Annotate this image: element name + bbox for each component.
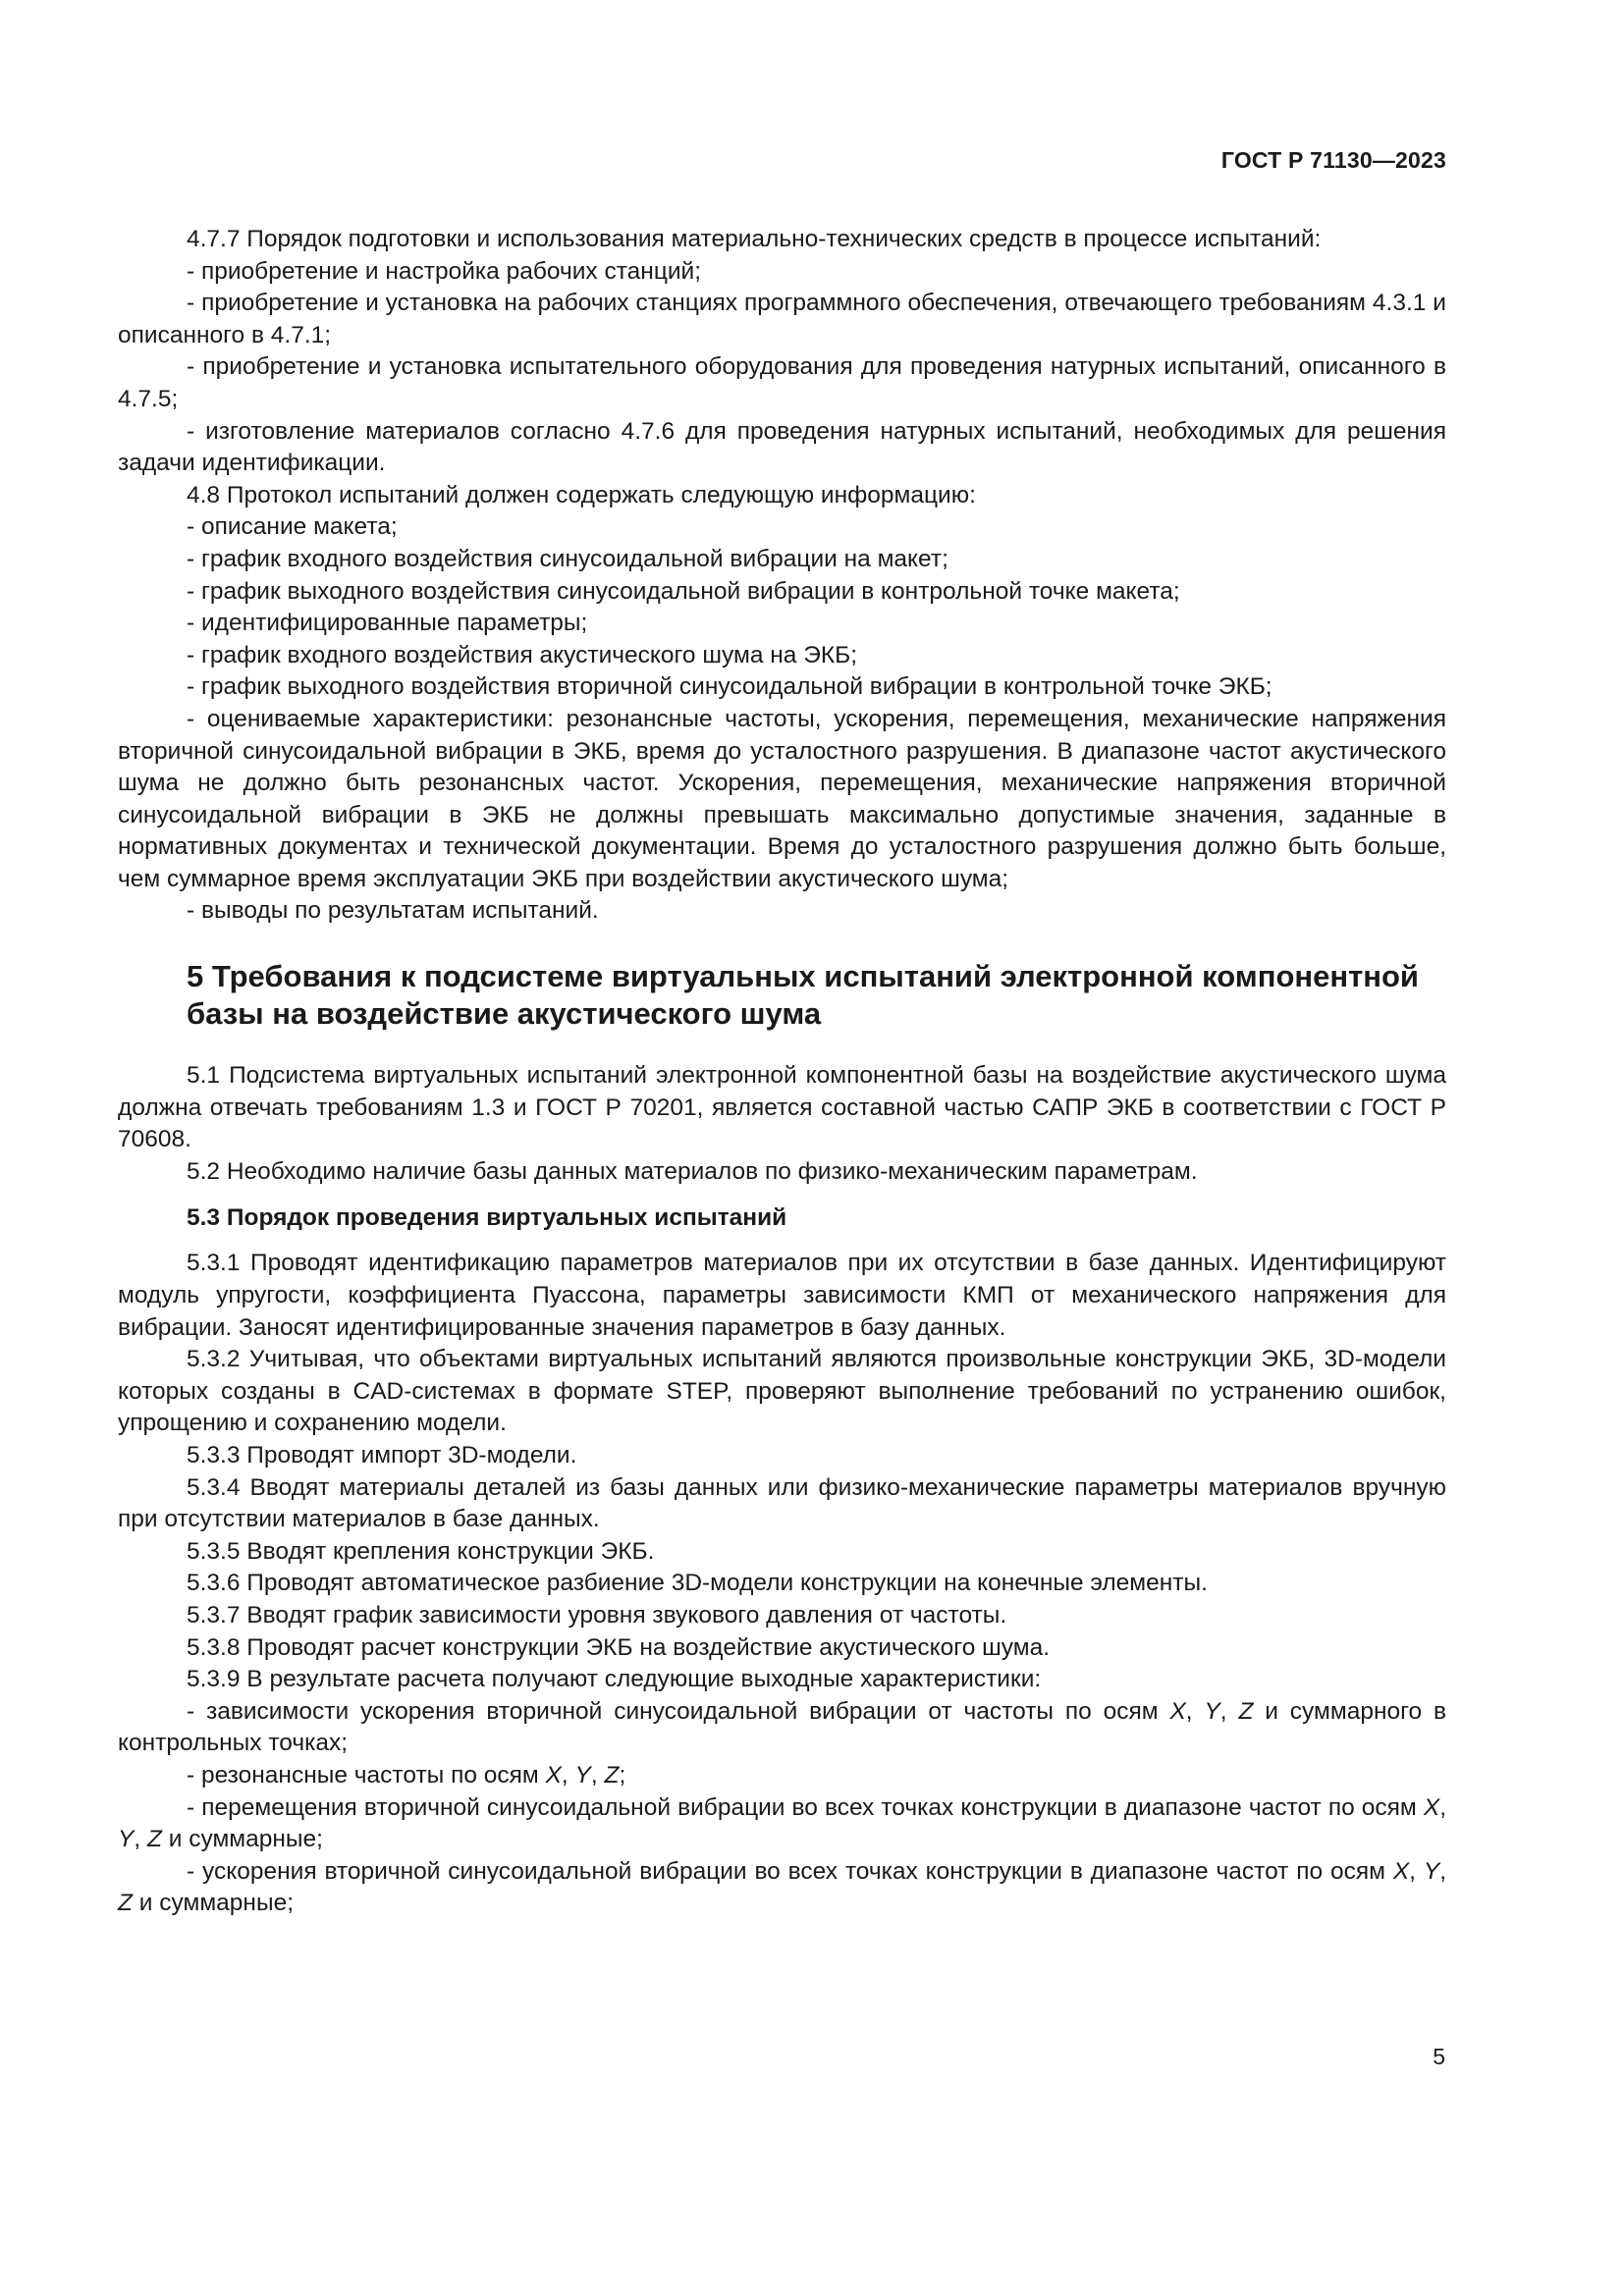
axis-separator: ,: [1409, 1857, 1424, 1885]
axis-x: X: [1169, 1697, 1186, 1725]
axis-separator: ,: [134, 1826, 147, 1853]
axis-z: Z: [604, 1761, 620, 1789]
item-text: - резонансные частоты по осям: [187, 1761, 546, 1789]
item-text: и суммарные;: [161, 1826, 323, 1853]
axis-z: Z: [1238, 1697, 1254, 1725]
item-text: и суммарного в контрольных точках;: [118, 1697, 1446, 1757]
page-content: [118, 224, 1446, 1920]
list-item: - выводы по результатам испытаний.: [187, 897, 599, 925]
axis-separator: ,: [1439, 1793, 1446, 1821]
standard-code-header: ГОСТ Р 71130—2023: [1220, 147, 1446, 173]
list-item: - приобретение и установка на рабочих станциях программного обеспечения, отвечающего требованиям 4.3.1 и описанного в 4.7.1;: [118, 290, 1446, 348]
list-item: - описание макета;: [187, 513, 398, 541]
output-item-accelerations: [118, 1856, 1446, 1920]
list-item: - график входного воздействия акустического шума на ЭКБ;: [187, 641, 857, 668]
axis-z: Z: [118, 1890, 133, 1917]
output-item-resonant-frequencies: [118, 1760, 1446, 1792]
axis-x: X: [1423, 1793, 1440, 1821]
output-item-acceleration-dependence: [118, 1696, 1446, 1760]
paragraph-5-3-1: 5.3.1 Проводят идентификацию параметров материалов при их отсутствии в базе данных. Идентифицируют модуль упругости, коэффициента Пуассона, параметры зависимости КМП от механического напряжения для вибрации. Заносят идентифицированные значения параметров в базу данных.: [118, 1250, 1446, 1341]
list-item: - график входного воздействия синусоидальной вибрации на макет;: [187, 545, 948, 572]
axis-separator: ,: [1219, 1697, 1239, 1725]
paragraph-5-3-7: 5.3.7 Вводят график зависимости уровня звукового давления от частоты.: [187, 1601, 1007, 1629]
axis-y: Y: [574, 1761, 591, 1789]
paragraph-4-7-7: 4.7.7 Порядок подготовки и использования материально-технических средств в процессе испытаний:: [187, 226, 1322, 252]
paragraph-5-3-9: 5.3.9 В результате расчета получают следующие выходные характеристики:: [187, 1666, 1042, 1693]
paragraph-5-3-6: 5.3.6 Проводят автоматическое разбиение 3D-модели конструкции на конечные элементы.: [187, 1570, 1208, 1597]
list-item: - идентифицированные параметры;: [187, 610, 588, 637]
output-item-displacements: [118, 1792, 1446, 1856]
axis-x: X: [545, 1761, 562, 1789]
item-text: - зависимости ускорения вторичной синусоидальной вибрации от частоты по осям: [187, 1697, 1170, 1725]
axis-z: Z: [146, 1826, 162, 1853]
page-number: 5: [1433, 2044, 1445, 2069]
list-item: - оцениваемые характеристики: резонансные частоты, ускорения, перемещения, механические напряжения вторичной синусоидальной вибрации в ЭКБ, время до усталостного разрушения. В диапазоне частот акустического шума не должно быть резонансных частот. Ускорения, перемещения, механические напряжения вторичной синусоидальной вибрации в ЭКБ не должны превышать максимально допустимые значения, заданные в нормативных документах и технической документации. Время до усталостного разрушения должно быть больше, чем суммарное время эксплуатации ЭКБ при воздействии акустического шума;: [118, 705, 1446, 892]
list-item: - приобретение и настройка рабочих станций;: [187, 257, 702, 285]
paragraph-5-3-4: 5.3.4 Вводят материалы деталей из базы данных или физико-механические параметры материалов вручную при отсутствии материалов в базе данных.: [118, 1473, 1446, 1533]
paragraph-5-3-5: 5.3.5 Вводят крепления конструкции ЭКБ.: [187, 1537, 655, 1565]
list-item: - приобретение и установка испытательного оборудования для проведения натурных испытаний, описанного в 4.7.5;: [118, 353, 1446, 412]
item-text: ;: [619, 1761, 626, 1789]
paragraph-4-8: 4.8 Протокол испытаний должен содержать следующую информацию:: [187, 481, 976, 508]
axis-x: X: [1392, 1857, 1410, 1885]
axis-separator: ,: [1439, 1857, 1446, 1885]
axis-y: Y: [1423, 1857, 1440, 1885]
paragraph-5-2: 5.2 Необходимо наличие базы данных материалов по физико-механическим параметрам.: [187, 1157, 1198, 1185]
axis-y: Y: [1204, 1697, 1220, 1725]
paragraph-5-1: 5.1 Подсистема виртуальных испытаний электронной компонентной базы на воздействие акустического шума должна отвечать требованиям 1.3 и ГОСТ Р 70201, является составной частью САПР ЭКБ в соответствии с ГОСТ Р 70608.: [118, 1062, 1446, 1153]
axis-separator: ,: [590, 1761, 605, 1789]
paragraph-5-3-8: 5.3.8 Проводят расчет конструкции ЭКБ на воздействие акустического шума.: [187, 1633, 1051, 1661]
section-5-title: 5 Требования к подсистеме виртуальных испытаний электронной компонентной базы на воздействие акустического шума: [187, 959, 1419, 1032]
paragraph-5-3-3: 5.3.3 Проводят импорт 3D-модели.: [187, 1442, 577, 1468]
item-text: и суммарные;: [132, 1890, 295, 1917]
item-text: - перемещения вторичной синусоидальной вибрации во всех точках конструкции в диапазоне частот по осям: [187, 1793, 1424, 1821]
subsection-5-3-title: 5.3 Порядок проведения виртуальных испытаний: [187, 1204, 787, 1232]
list-item: - изготовление материалов согласно 4.7.6 для проведения натурных испытаний, необходимых для решения задачи идентификации.: [118, 417, 1446, 477]
axis-separator: ,: [1185, 1697, 1205, 1725]
list-item: - график выходного воздействия синусоидальной вибрации в контрольной точке макета;: [187, 577, 1180, 605]
axis-y: Y: [118, 1826, 135, 1853]
list-item: - график выходного воздействия вторичной синусоидальной вибрации в контрольной точке ЭКБ;: [187, 673, 1272, 701]
paragraph-5-3-2: 5.3.2 Учитывая, что объектами виртуальных испытаний являются произвольные конструкции ЭКБ, 3D-модели которых созданы в CAD-системах в формате STEP, проверяют выполнение требований по устранению ошибок, упрощению и сохранению модели.: [118, 1346, 1446, 1437]
axis-separator: ,: [561, 1761, 575, 1789]
item-text: - ускорения вторичной синусоидальной вибрации во всех точках конструкции в диапазоне частот по осям: [187, 1857, 1393, 1885]
